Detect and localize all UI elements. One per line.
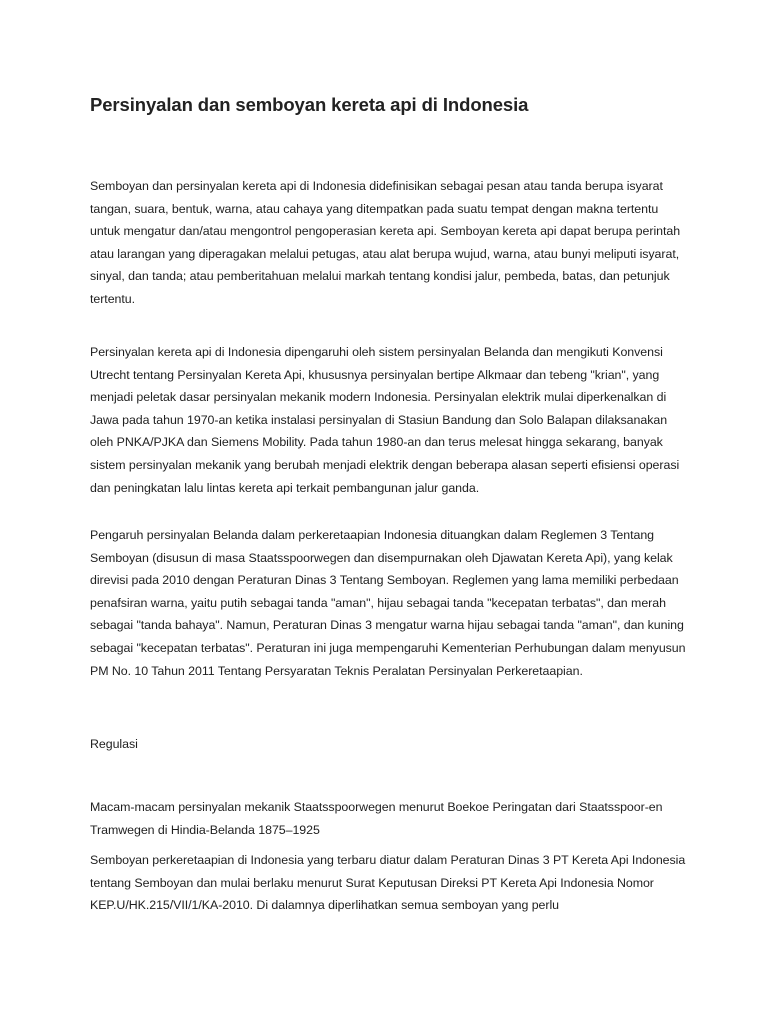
paragraph-history: Persinyalan kereta api di Indonesia dipengaruhi oleh sistem persinyalan Belanda dan mengikuti Konvensi Utrecht tentang Persinyalan Kereta Api, khususnya persinyalan bertipe Alkmaar dan tebeng "krian", yang menjadi peletak dasar persinyalan mekanik modern Indonesia. Persinyalan elektrik mulai diperkenalkan di Jawa pada tahun 1970-an ketika instalasi persinyalan di Stasiun Bandung dan Solo Balapan dilaksanakan oleh PNKA/PJKA dan Siemens Mobility. Pada tahun 1980-an dan terus melesat hingga sekarang, banyak sistem persinyalan mekanik yang berubah menjadi elektrik dengan beberapa alasan seperti efisiensi operasi dan peningkatan lalu lintas kereta api terkait pembangunan jalur ganda. <box>90 345 680 495</box>
paragraph-caption-mechanical-signals: Macam-macam persinyalan mekanik Staatsspoorwegen menurut Boekoe Peringatan dari Staatsspoor-en Tramwegen di Hindia-Belanda 1875–1925 <box>90 800 663 837</box>
document-title: Persinyalan dan semboyan kereta api di Indonesia <box>90 94 529 115</box>
paragraph-dutch-influence: Pengaruh persinyalan Belanda dalam perkeretaapian Indonesia dituangkan dalam Reglemen 3 Tentang Semboyan (disusun di masa Staatsspoorwegen dan disempurnakan oleh Djawatan Kereta Api), yang kelak direvisi pada 2010 dengan Peraturan Dinas 3 Tentang Semboyan. Reglemen yang lama memiliki perbedaan penafsiran warna, yaitu putih sebagai tanda "aman", hijau sebagai tanda "kecepatan terbatas", dan merah sebagai "tanda bahaya". Namun, Peraturan Dinas 3 mengatur warna hijau sebagai tanda "aman", dan kuning sebagai "kecepatan terbatas". Peraturan ini juga mempengaruhi Kementerian Perhubungan dalam menyusun PM No. 10 Tahun 2011 Tentang Persyaratan Teknis Peralatan Persinyalan Perkeretaapian. <box>90 528 686 678</box>
paragraph-current-regulation: Semboyan perkeretaapian di Indonesia yang terbaru diatur dalam Peraturan Dinas 3 PT Kereta Api Indonesia tentang Semboyan dan mulai berlaku menurut Surat Keputusan Direksi PT Kereta Api Indonesia Nomor KEP.U/HK.215/VII/1/KA-2010. Di dalamnya diperlihatkan semua semboyan yang perlu <box>90 853 686 913</box>
section-heading-regulasi: Regulasi <box>90 737 138 751</box>
paragraph-definition: Semboyan dan persinyalan kereta api di Indonesia didefinisikan sebagai pesan atau tanda berupa isyarat tangan, suara, bentuk, warna, atau cahaya yang ditempatkan pada suatu tempat dengan makna tertentu untuk mengatur dan/atau mengontrol pengoperasian kereta api. Semboyan kereta api dapat berupa perintah atau larangan yang diperagakan melalui petugas, atau alat berupa wujud, warna, atau bunyi meliputi isyarat, sinyal, dan tanda; atau pemberitahuan melalui markah tentang kondisi jalur, pembeda, batas, dan petunjuk tertentu. <box>90 179 681 306</box>
